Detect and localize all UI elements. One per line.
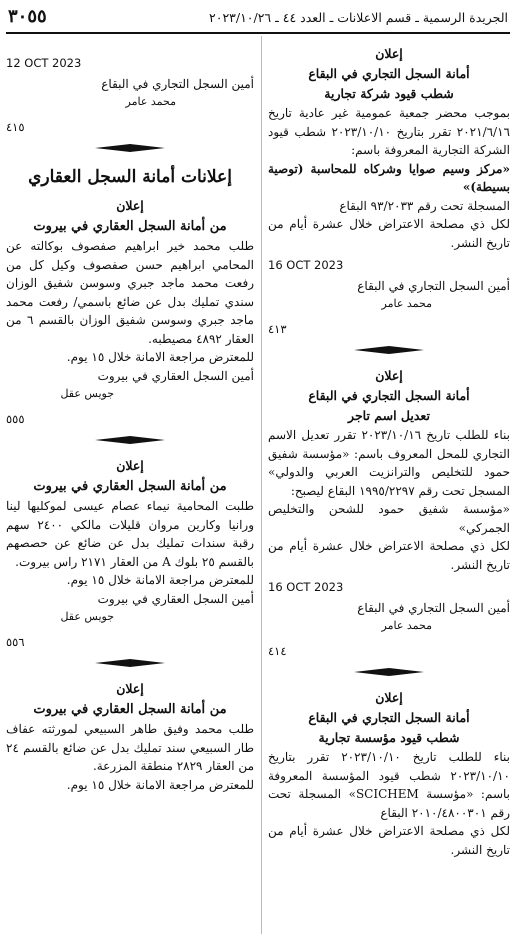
notice-org: أمانة السجل التجاري في البقاع <box>308 710 470 725</box>
notice-body: بناء للطلب تاريخ ٢٠٢٣/١٠/١٦ تقرر تعديل الاسم التجاري للمحل المعروف باسم: «مؤسسة شفيق حمود للتخليص والترانزيت العربي والدولي» المسجل تحت رقم ١٩٩٥/٢٢٩٧ البقاع ليصبح: <box>268 428 511 498</box>
notice-real-estate-1 <box>6 196 254 428</box>
divider-ornament <box>268 344 510 358</box>
left-column <box>6 44 254 794</box>
notice-real-estate-3 <box>6 679 254 794</box>
notice-commercial-1 <box>268 44 510 338</box>
objection-text: للمعترض مراجعة الامانة خلال ١٥ يوم. <box>66 350 254 364</box>
objection-text: لكل ذي مصلحة الاعتراض خلال عشرة أيام من تاريخ النشر. <box>268 539 510 572</box>
signer-title: أمين السجل التجاري في البقاع <box>357 600 510 615</box>
notice-body: طلبت المحامية نيماء عصام عيسى لموكليها لينا ورانيا وكارين مروان قليلات مالكي ٢٤٠٠ سهم رقبة سندات تمليك بدل عن ضائع عن حصصهم بالقسم ٢٥ بلوك A من العقار ٢١٧١ راس بيروت. <box>6 499 254 569</box>
notice-body: طلب محمد وفيق طاهر السبيعي لمورثته عفاف طار السبيعي سند تمليك بدل عن ضائع بالقسم ٢٤ من العقار ٢٨٢٩ منطقة المزرعة. <box>6 722 254 773</box>
objection-text: لكل ذي مصلحة الاعتراض خلال عشرة أيام من تاريخ النشر. <box>268 217 510 250</box>
divider-ornament <box>6 657 254 671</box>
notice-body: بناء للطلب تاريخ ٢٠٢٣/١٠/١٠ تقرر بتاريخ ٢٠٢٣/١٠/١٠ شطب قيود المؤسسة المعروفة باسم: «مؤسسة SCICHEM» المسجلة تحت رقم ٢٠١٠/٤٨٠٠٣٠١ البقاع <box>268 750 510 820</box>
company-name: «مركز وسيم صوايا وشركاه للمحاسبة (توصية بسيطة)» <box>268 161 510 194</box>
notice-number: ٤١٣ <box>268 321 287 336</box>
notice-number: ٤١٥ <box>6 119 25 134</box>
page-header <box>8 6 508 30</box>
signer-title: أمين السجل العقاري في بيروت <box>97 591 254 606</box>
notice-body: طلب محمد خير ابراهيم صفصوف بوكالته عن المحامي ابراهيم حسن صفصوف وكيل كل من رفعت محمد ماجد جبري وسوسن شفيق الوزان سندي تمليك بدل عن ضائع باسمي/ رفعت محمد ماجد جبري وسوسن شفيق الوزان بالقسم ٦ من العقار ٤٨٩٢ مصيطبه. <box>6 239 254 346</box>
notice-real-estate-2 <box>6 456 254 651</box>
divider-ornament <box>268 666 510 680</box>
notice-label: إعلان <box>116 198 144 213</box>
notice-label: إعلان <box>375 690 403 705</box>
notice-label: إعلان <box>116 458 144 473</box>
signer-name: محمد عامر <box>125 95 176 108</box>
notice-commercial-3 <box>268 688 510 859</box>
divider-ornament <box>6 434 254 448</box>
notice-number: ٥٥٥ <box>6 411 25 426</box>
notice-org: من أمانة السجل العقاري في بيروت <box>33 702 227 717</box>
notice-date: 12 OCT 2023 <box>6 56 82 70</box>
notice-label: إعلان <box>375 46 403 61</box>
notice-org: من أمانة السجل العقاري في بيروت <box>33 479 227 494</box>
right-column <box>268 44 510 859</box>
signer-name: محمد عامر <box>381 297 432 310</box>
notice-body: بموجب محضر جمعية عمومية غير عادية تاريخ ٢٠٢١/٦/١٦ تقرر بتاريخ ٢٠٢٣/١٠/١٠ شطب قيود الشركة التجارية المعروفة باسم: <box>268 106 510 157</box>
notice-subject: شطب قيود شركة تجارية <box>324 86 454 101</box>
objection-text: للمعترض مراجعة الامانة خلال ١٥ يوم. <box>66 573 254 587</box>
notice-date: 16 OCT 2023 <box>268 580 344 594</box>
new-trade-name: «مؤسسة شفيق حمود للشحن والتخليص الجمركي» <box>268 502 510 535</box>
notice-org: أمانة السجل التجاري في البقاع <box>308 388 470 403</box>
notice-subject: شطب قيود مؤسسة تجارية <box>318 730 460 745</box>
objection-text: لكل ذي مصلحة الاعتراض خلال عشرة أيام من تاريخ النشر. <box>268 824 510 857</box>
signer-title: أمين السجل التجاري في البقاع <box>357 278 510 293</box>
notice-label: إعلان <box>116 681 144 696</box>
notice-org: من أمانة السجل العقاري في بيروت <box>33 219 227 234</box>
notice-date: 16 OCT 2023 <box>268 258 344 272</box>
notice-org: أمانة السجل التجاري في البقاع <box>308 66 470 81</box>
divider-ornament <box>6 142 254 156</box>
signer-name: محمد عامر <box>381 619 432 632</box>
signer-title: أمين السجل العقاري في بيروت <box>97 368 254 383</box>
company-registration: المسجلة تحت رقم ٩٣/٢٠٣٣ البقاع <box>339 198 510 213</box>
column-divider <box>261 36 262 934</box>
gazette-title: الجريدة الرسمية ـ قسم الاعلانات ـ العدد ٤٤ ـ ٢٠٢٣/١٠/٢٦ <box>209 10 508 25</box>
notice-number: ٤١٤ <box>268 643 287 658</box>
notice-commercial-2 <box>268 366 510 660</box>
header-rule <box>6 32 510 34</box>
signer-name: جويس عقل <box>60 387 114 400</box>
signer-name: جويس عقل <box>60 610 114 623</box>
notice-subject: تعديل اسم تاجر <box>348 408 430 423</box>
objection-text: للمعترض مراجعة الامانة خلال ١٥ يوم. <box>66 777 254 792</box>
notice-commercial-4-tail <box>6 54 254 136</box>
page-number: ٣٠٥٥ <box>8 6 47 27</box>
section-title: إعلانات أمانة السجل العقاري <box>28 167 232 187</box>
notice-number: ٥٥٦ <box>6 634 25 649</box>
signer-title: أمين السجل التجاري في البقاع <box>101 76 254 91</box>
notice-label: إعلان <box>375 368 403 383</box>
